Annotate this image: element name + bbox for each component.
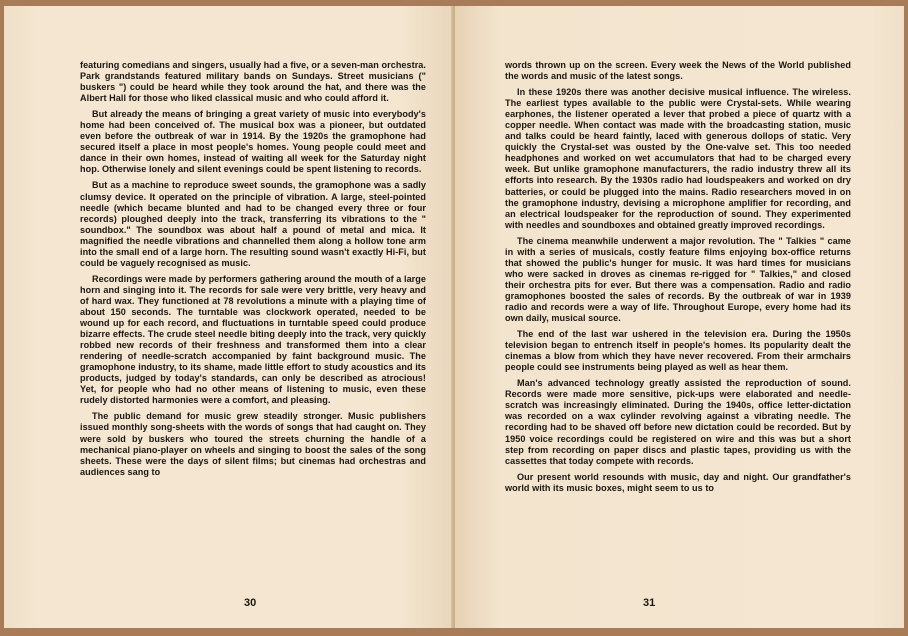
paragraph: The public demand for music grew steadily stronger. Music publishers issued monthly song-sheets with the words of songs that had caught on. They were sold by buskers who toured the streets churning the handle of a mechanical piano-player on wheels and singing to boost the sales of the song sheets. These were the days of silent films; but cinemas had orchestras and audiences sang to [80,411,426,477]
paragraph: The cinema meanwhile underwent a major revolution. The " Talkies " came in with a series of musicals, costly feature films enjoying box-office returns that showed the public's hunger for music. It was hard times for musicians who were sacked in droves as cinemas re-rigged for " Talkies," and closed their orchestra pits for ever. But there was a compensation. Radio and radio gramophones boosted the sales of records. By the outbreak of war in 1939 radio and records were a way of life. Throughout Europe, every home had its own daily, musical source. [505,235,851,324]
paragraph: The end of the last war ushered in the television era. During the 1950s television began to entrench itself in people's homes. Its popularity dealt the cinemas a blow from which they have never recovered. From their armchairs people could see instruments being played as well as hear them. [505,329,851,373]
paragraph: Recordings were made by performers gathering around the mouth of a large horn and singing into it. The records for sale were very brittle, very heavy and of hard wax. They functioned at 78 revolutions a minute with a playing time of about 150 seconds. The turntable was clockwork operated, needed to be wound up for each record, and fluctuations in turntable speed could produce bizarre effects. The crude steel needle biting deeply into the track, very quickly robbed new records of their freshness and transformed them into a clear rendering of needle-scratch accompanied by faint background music. The gramophone industry, to its shame, made little effort to study acoustics and its products, judged by today's standards, can only be described as atrocious! Yet, for people who had no other means of listening to music, even these rudely distorted harmonies were a comfort, and pleasing. [80,273,426,406]
paragraph: But already the means of bringing a great variety of music into everybody's home had been conceived of. The musical box was a pioneer, but outdated even before the outbreak of war in 1914. By the 1920s the gramophone had secured itself a place in most people's homes. Young people could meet and dance in their own homes, instead of waiting all week for the Saturday night hop. Otherwise lonely and silent evenings could be spent listening to records. [80,109,426,175]
page-number: 30 [244,597,257,609]
left-page-text [80,60,426,478]
paragraph: Man's advanced technology greatly assisted the reproduction of sound. Records were made more sensitive, pick-ups were elaborated and needle-scratch was increasingly eliminated. During the 1940s, office letter-dictation was recorded on a wax cylinder revolving against a vibrating needle. The recording had to be shaved off before new dictation could be recorded. But by 1950 voice recordings could be registered on wire and this was but a short step from recording on paper discs and plastic tapes, providing us with the cassettes that today compete with records. [505,378,851,466]
right-page-text [505,60,851,494]
paragraph: featuring comedians and singers, usually had a five, or a seven-man orchestra. Park grandstands featured military bands on Sundays. Street musicians (" buskers ") could be heard while they took around the hat, and there was the Albert Hall for those who liked classical music and who could afford it. [80,60,426,104]
paragraph: But as a machine to reproduce sweet sounds, the gramophone was a sadly clumsy device. It operated on the principle of vibration. A large, steel-pointed needle (which became blunted and had to be changed every three or four records) ploughed deeply into the track, transferring its vibrations to the " soundbox." The soundbox was about half a pound of metal and mica. It magnified the needle vibrations and channelled them along a hollow tone arm into the small end of a large horn. The resulting sound wasn't exactly Hi-Fi, but could be vaguely recognised as music. [80,180,426,268]
paragraph: In these 1920s there was another decisive musical influence. The wireless. The earliest types available to the public were Crystal-sets. While wearing earphones, the listener operated a lever that probed a piece of quartz with a copper needle. When contact was made with the broadcasting station, music and talks could be heard faintly, laced with generous dollops of static. Very quickly the Crystal-set was ousted by the One-valve set. This too needed headphones and worked on wet accumulators that had to be charged every week. But unlike gramophone manufacturers, the radio industry threw all its efforts into research. By the 1930s radio had loudspeakers and worked on dry batteries, or could be plugged into the mains. Radio researchers moved in on the gramophone industry, devising a microphone amplifier for recording, and an electrical loudspeaker for the reproduction of sound. They experimented with needles and soundboxes and obtained greatly improved recordings. [505,87,851,230]
left-page [4,6,453,628]
page-number: 31 [643,597,656,609]
paragraph: words thrown up on the screen. Every week the News of the World published the words and music of the latest songs. [505,60,851,82]
paragraph: Our present world resounds with music, day and night. Our grandfather's world with its music boxes, might seem to us to [505,471,851,493]
right-page [455,6,904,628]
